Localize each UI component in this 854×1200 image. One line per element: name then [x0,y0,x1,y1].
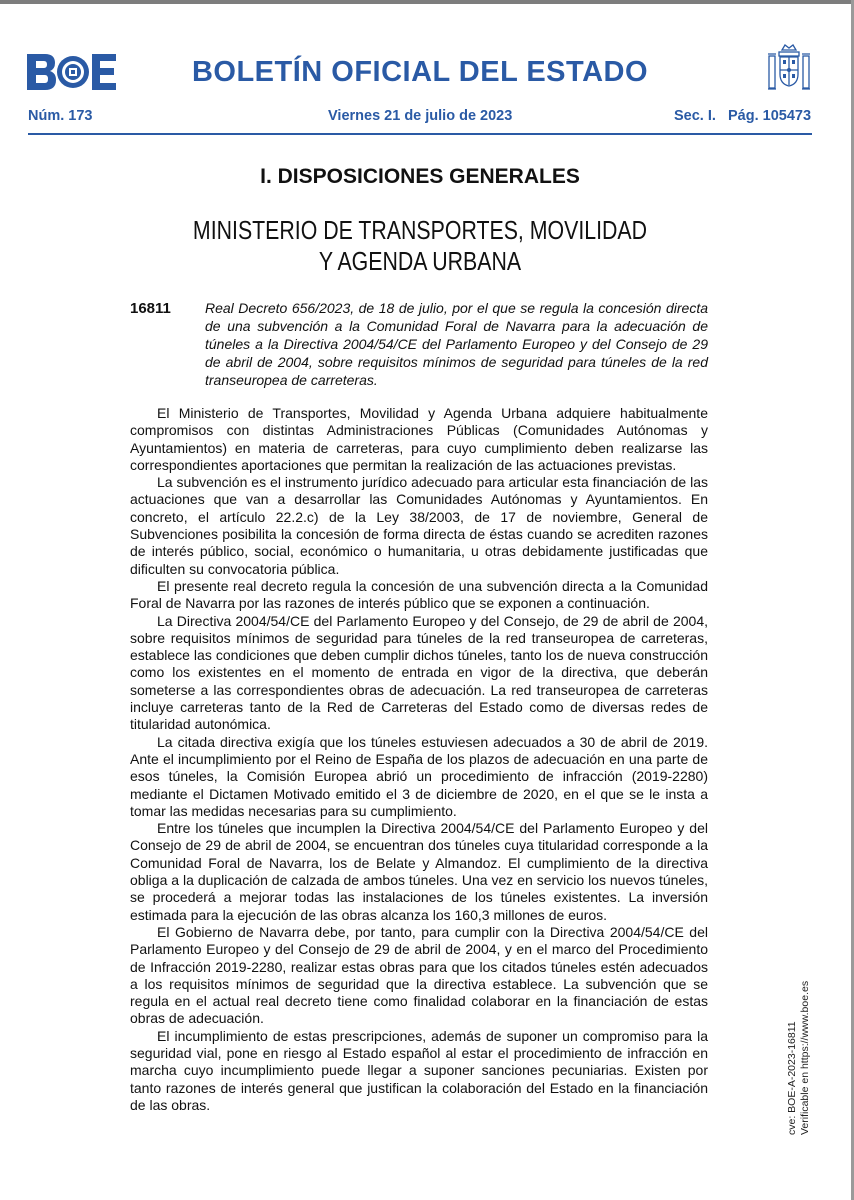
section-heading: I. DISPOSICIONES GENERALES [260,165,580,188]
body-paragraph: El Gobierno de Navarra debe, por tanto, para cumplir con la Directiva 2004/54/CE del Parlamento Europeo y del Consejo de 29 de abril de 2004, y en el marco del Procedimiento de Infracción 2019-2280, realizar estas obras para que los citados túneles estén adecuados a los requisitos mínimos de seguridad que la directiva establece. La subvención que se regula en el actual real decreto tiene como finalidad colaborar en la financiación de estas obras de adecuación. [130,923,708,1027]
header-divider [28,133,812,135]
coat-of-arms-icon [765,42,813,94]
boe-logo [27,52,117,92]
decree-number: 16811 [130,300,171,317]
ministry-heading [76,215,765,277]
ministry-line-2: Y AGENDA URBANA [318,246,522,276]
body-paragraph: El Ministerio de Transportes, Movilidad y Agenda Urbana adquiere habitualmente compromisos con distintas Administraciones Públicas (Comunidades Autónomas y Ayuntamientos) en materia de carreteras, para cuyo cumplimiento deben realizarse las correspondientes aportaciones que permitan la realización de las actuaciones previstas. [130,405,708,473]
cve-code: cve: BOE-A-2023-16811 [786,1021,798,1135]
ministry-line-1: MINISTERIO DE TRANSPORTES, MOVILIDAD [192,215,648,245]
document-body [130,405,708,1114]
body-paragraph: Entre los túneles que incumplen la Directiva 2004/54/CE del Parlamento Europeo y del Consejo de 29 de abril de 2004, se encuentran dos túneles cuya titularidad corresponde a la Comunidad Foral de Navarra, los de Belate y Almandoz. El cumplimiento de la directiva obliga a la duplicación de calzada de ambos túneles. Una vez en servicio los nuevos túneles, se procederá a mejorar todas las instalaciones de los túneles existentes. La inversión estimada para la ejecución de las obras alcanza los 160,3 millones de euros. [130,820,708,923]
verification-link[interactable]: Verificable en https://www.boe.es [799,980,811,1135]
body-paragraph: El presente real decreto regula la concesión de una subvención directa a la Comunidad Foral de Navarra por las razones de interés público que se exponen a continuación. [130,577,708,612]
gazette-title: BOLETÍN OFICIAL DEL ESTADO [191,56,649,88]
issue-number: Núm. 173 [28,108,93,124]
body-paragraph: La citada directiva exigía que los túneles estuviesen adecuados a 30 de abril de 2019. Ante el incumplimiento por el Reino de España de los plazos de adecuación en una parte de esos túneles, la Comisión Europea abrió un procedimiento de infracción (2019-2280) mediante el Dictamen Motivado emitido el 3 de diciembre de 2020, en el que se le insta a tomar las medidas necesarias para su cumplimiento. [130,733,708,819]
issue-info-row [28,108,812,128]
section-label: Sec. I. [674,108,716,124]
body-paragraph: La subvención es el instrumento jurídico adecuado para articular esta financiación de las actuaciones que van a desarrollar las Comunidades Autónomas y Ayuntamientos. En concreto, el artículo 22.2.c) de la Ley 38/2003, de 17 de noviembre, General de Subvenciones posibilita la concesión de forma directa de éstas cuando se acrediten razones de interés público, social, económico o humanitaria, u otras debidamente justificadas que dificulten su convocatoria pública. [130,474,708,577]
decree-title: Real Decreto 656/2023, de 18 de julio, por el que se regula la concesión directa de una subvención a la Comunidad Foral de Navarra para la adecuación de túneles a la Directiva 2004/54/CE del Parlamento Europeo y del Consejo de 29 de abril de 2004, sobre requisitos mínimos de seguridad para túneles de la red transeuropea de carreteras. [205,300,708,388]
body-paragraph: El incumplimiento de estas prescripciones, además de suponer un compromiso para la seguridad vial, pone en riesgo al Estado español al estar el procedimiento de infracción en marcha cuyo incumplimiento puede llegar a suponer sanciones pecuniarias. Existen por tanto razones de interés general que justifican la colaboración del Estado en la financiación de las obras. [130,1027,708,1113]
page-number: Pág. 105473 [728,108,812,124]
page-top-edge [0,0,854,4]
body-paragraph: La Directiva 2004/54/CE del Parlamento Europeo y del Consejo, de 29 de abril de 2004, sobre requisitos mínimos de seguridad para túneles de la red transeuropea de carreteras, establece las condiciones que deben cumplir dichos túneles, tanto los de nueva construcción como los existentes en el momento de entrada en vigor de la directiva, que deberán someterse a las correspondientes obras de adecuación. La red transeuropea de carreteras incluye carreteras tanto de la Red de Carreteras del Estado como de diversas redes de titularidad autonómica. [130,612,708,733]
issue-date: Viernes 21 de julio de 2023 [328,108,513,124]
